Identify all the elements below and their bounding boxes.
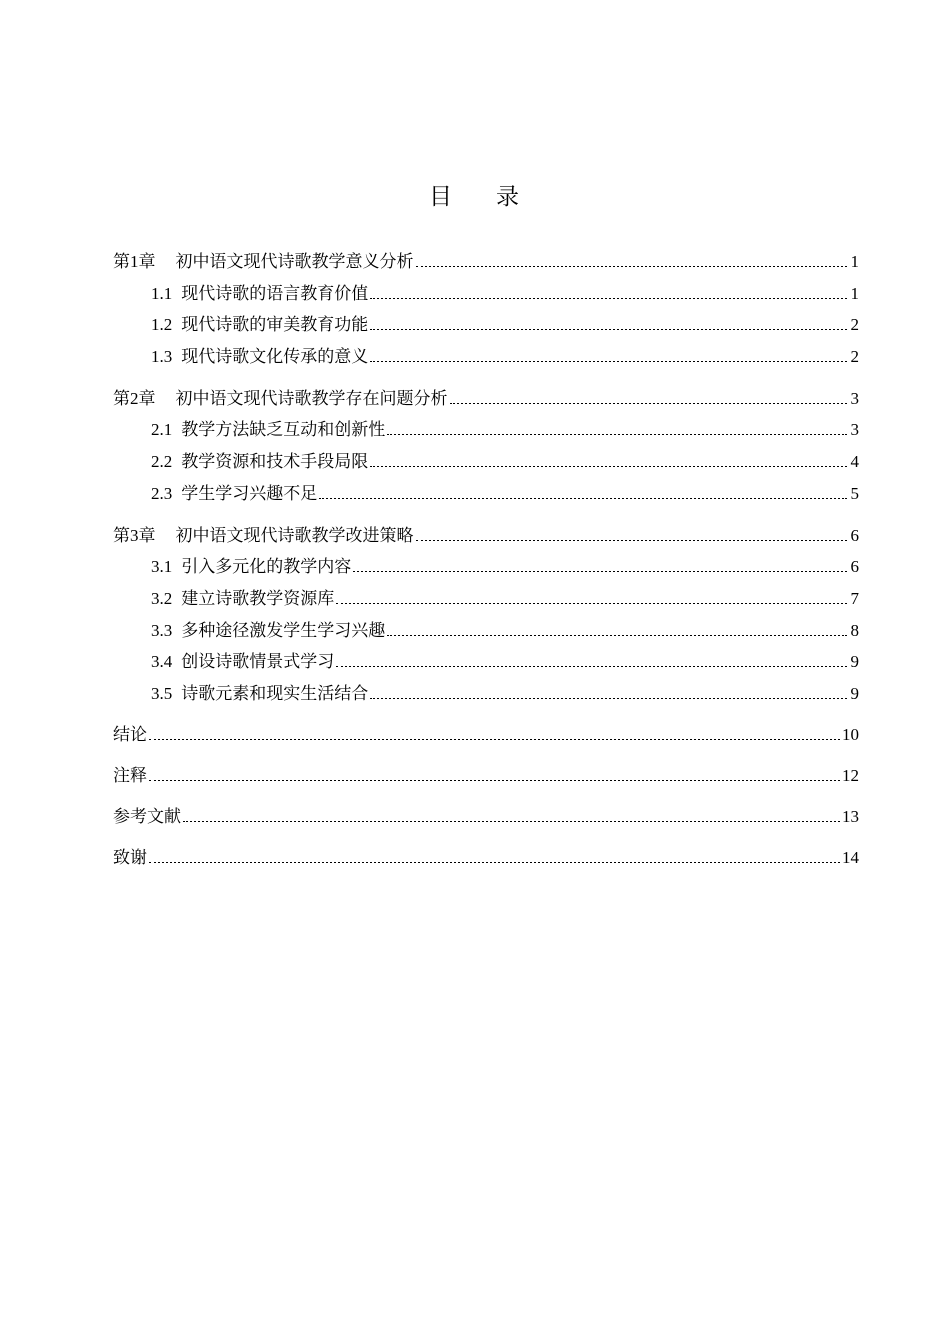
entry-title: 致谢: [113, 848, 147, 869]
section-title: 引入多元化的教学内容: [181, 557, 352, 578]
dot-leader: [416, 540, 848, 541]
section-number: 1.1: [151, 283, 173, 303]
dot-leader: [319, 498, 847, 499]
section-title: 现代诗歌的审美教育功能: [181, 315, 369, 336]
page-number: 1: [850, 252, 859, 271]
toc-entry-section-2-3[interactable]: [113, 478, 859, 510]
page-number: 12: [842, 765, 859, 785]
page-number: 6: [850, 525, 859, 545]
dot-leader: [149, 739, 840, 740]
toc-heading-char-1: 目: [429, 184, 454, 210]
toc-entry-section-3-4[interactable]: [113, 646, 859, 678]
dot-leader: [336, 666, 847, 667]
section-number: 2.2: [151, 452, 173, 472]
toc-entry-notes[interactable]: [113, 760, 859, 792]
dot-leader: [149, 862, 840, 863]
toc-entry-section-2-1[interactable]: [113, 414, 859, 446]
section-number: 3.4: [151, 652, 173, 672]
dot-leader: [336, 603, 847, 604]
section-title: 创设诗歌情景式学习: [181, 652, 335, 673]
page-number: 2: [850, 315, 859, 335]
page-number: 1: [850, 283, 859, 303]
dot-leader: [353, 571, 847, 572]
section-number: 2.1: [151, 420, 173, 440]
toc-entry-conclusion[interactable]: [113, 719, 859, 751]
toc-entry-references[interactable]: [113, 801, 859, 833]
page-number: 6: [850, 557, 859, 577]
section-title: 诗歌元素和现实生活结合: [181, 683, 369, 704]
entry-title: 参考文献: [113, 807, 181, 827]
toc-entry-section-1-2[interactable]: [113, 309, 859, 341]
toc-entry-section-1-1[interactable]: [113, 278, 859, 310]
toc-entry-chapter-3[interactable]: [113, 520, 859, 552]
page-number: 14: [842, 848, 859, 868]
dot-leader: [183, 821, 840, 822]
table-of-contents: [113, 246, 859, 874]
page-number: 9: [850, 683, 859, 703]
dot-leader: [416, 266, 848, 267]
section-number: 3.3: [151, 620, 173, 640]
dot-leader: [149, 780, 840, 781]
section-title: 教学资源和技术手段局限: [181, 452, 369, 473]
chapter-label: 第1章: [113, 252, 156, 272]
chapter-title: 初中语文现代诗歌教学改进策略: [175, 525, 414, 546]
page-number: 9: [850, 652, 859, 672]
toc-entry-section-3-2[interactable]: [113, 583, 859, 615]
section-number: 1.2: [151, 315, 173, 335]
section-title: 现代诗歌文化传承的意义: [181, 346, 369, 367]
section-title: 现代诗歌的语言教育价值: [181, 283, 369, 304]
chapter-title: 初中语文现代诗歌教学意义分析: [175, 252, 414, 272]
dot-leader: [370, 466, 847, 467]
dot-leader: [370, 298, 847, 299]
toc-entry-acknowledgements[interactable]: [113, 842, 859, 874]
page-number: 3: [850, 420, 859, 440]
entry-title: 注释: [113, 765, 147, 786]
section-number: 1.3: [151, 346, 173, 366]
toc-entry-section-1-3[interactable]: [113, 341, 859, 373]
chapter-label: 第3章: [113, 525, 156, 546]
toc-heading: [0, 178, 950, 211]
toc-entry-section-3-5[interactable]: [113, 678, 859, 710]
dot-leader: [387, 635, 847, 636]
dot-leader: [370, 329, 847, 330]
section-number: 2.3: [151, 483, 173, 503]
page-number: 8: [850, 620, 859, 640]
toc-entry-section-3-1[interactable]: [113, 551, 859, 583]
page-number: 5: [850, 483, 859, 503]
section-title: 多种途径激发学生学习兴趣: [181, 620, 386, 641]
dot-leader: [450, 403, 848, 404]
toc-heading-char-2: 录: [496, 184, 521, 210]
chapter-label: 第2章: [113, 388, 156, 409]
section-title: 建立诗歌教学资源库: [181, 588, 335, 609]
page-number: 3: [850, 388, 859, 408]
toc-entry-chapter-2[interactable]: [113, 383, 859, 415]
page-number: 4: [850, 452, 859, 472]
section-title: 学生学习兴趣不足: [181, 483, 318, 504]
page-number: 2: [850, 346, 859, 366]
page-number: 13: [842, 807, 859, 826]
section-number: 3.5: [151, 683, 173, 703]
toc-entry-section-3-3[interactable]: [113, 615, 859, 647]
dot-leader: [370, 698, 847, 699]
section-number: 3.2: [151, 588, 173, 608]
toc-entry-chapter-1[interactable]: [113, 246, 859, 278]
dot-leader: [370, 361, 847, 362]
entry-title: 结论: [113, 724, 147, 745]
section-title: 教学方法缺乏互动和创新性: [181, 420, 386, 441]
page-number: 7: [850, 588, 859, 608]
chapter-title: 初中语文现代诗歌教学存在问题分析: [175, 388, 448, 409]
dot-leader: [387, 434, 847, 435]
page-number: 10: [842, 724, 859, 744]
section-number: 3.1: [151, 557, 173, 577]
toc-entry-section-2-2[interactable]: [113, 446, 859, 478]
